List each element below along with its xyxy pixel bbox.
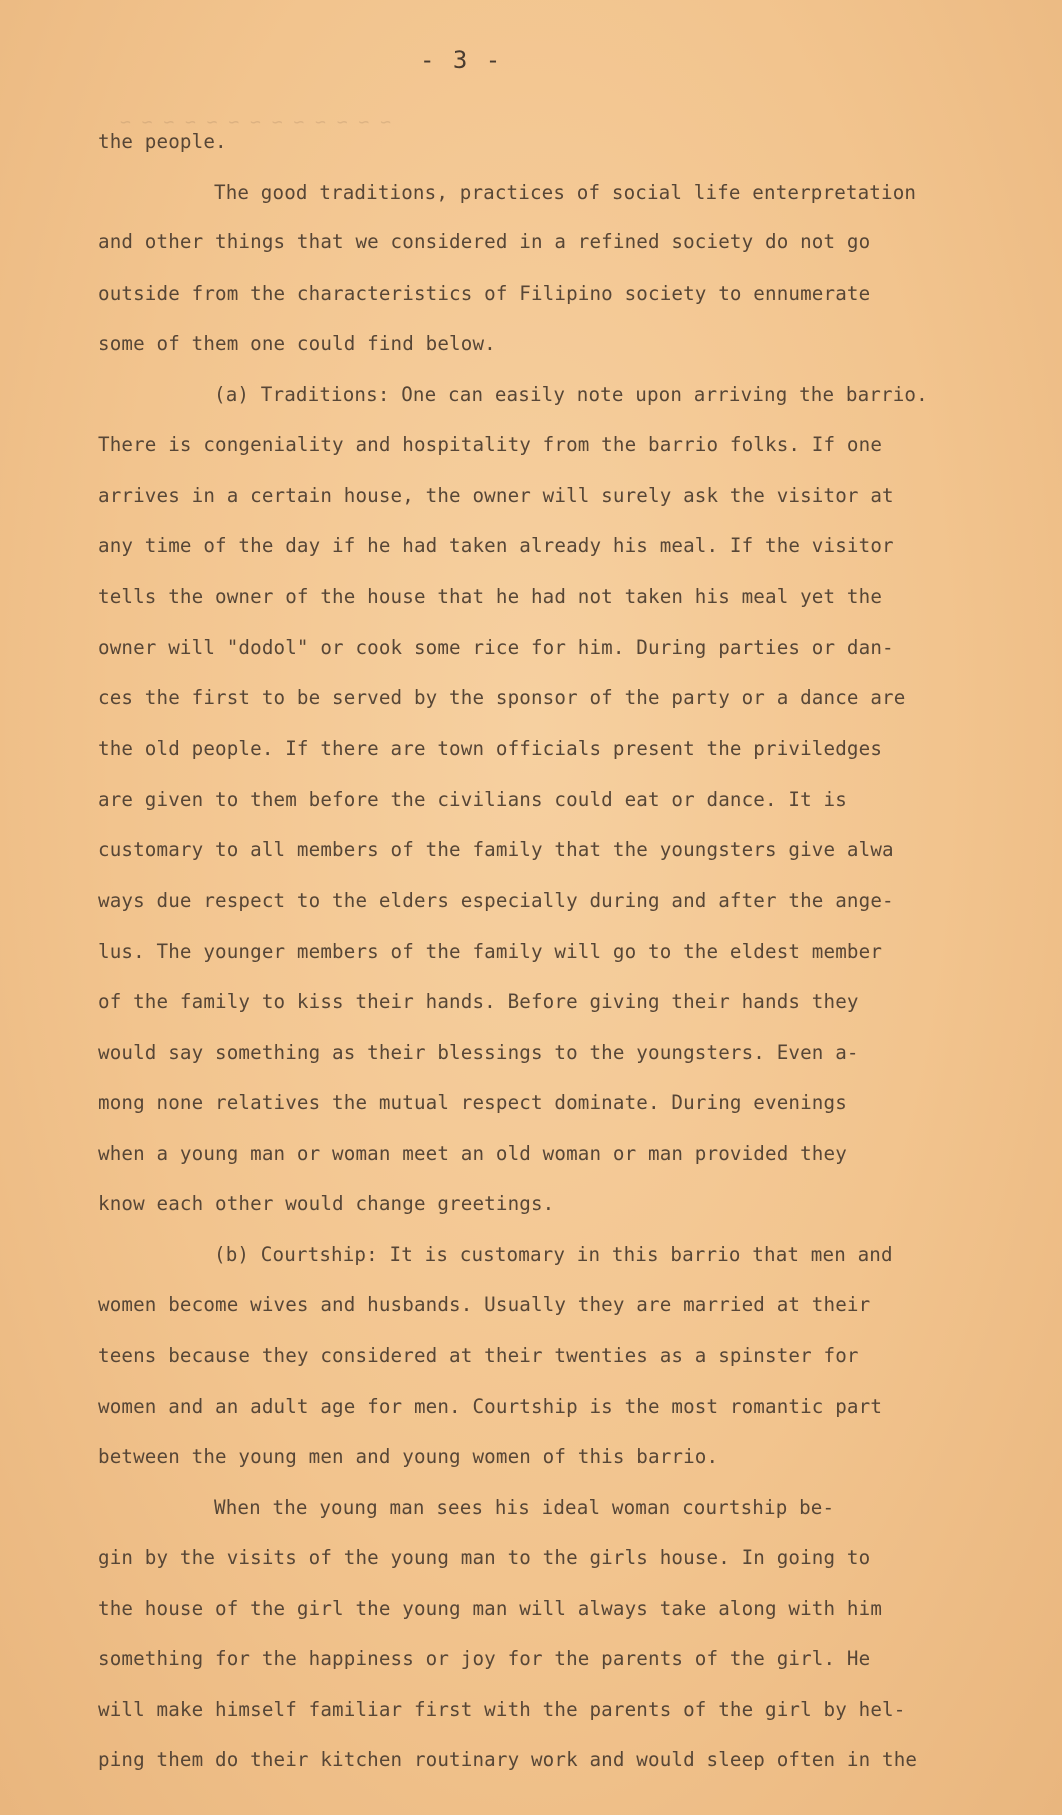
text-line: the people. <box>98 130 227 153</box>
text-line: lus. The younger members of the family will go to the eldest member <box>98 940 883 963</box>
text-line: ping them do their kitchen routinary work and would sleep often in the <box>98 1748 918 1771</box>
text-line: ces the first to be served by the sponsor of the party or a dance are <box>98 686 906 709</box>
text-line: There is congeniality and hospitality from the barrio folks. If one <box>98 433 883 456</box>
text-line: between the young men and young women of this barrio. <box>98 1445 719 1468</box>
text-line: some of them one could find below. <box>98 332 496 355</box>
text-line: ways due respect to the elders especially during and after the ange- <box>98 889 894 912</box>
text-line: the old people. If there are town officials present the priviledges <box>98 737 883 760</box>
text-line: (b) Courtship: It is customary in this barrio that men and <box>214 1243 893 1266</box>
page-number: - 3 - <box>420 46 503 74</box>
text-line: customary to all members of the family that the youngsters give alwa <box>98 838 894 861</box>
text-line: When the young man sees his ideal woman courtship be- <box>214 1496 835 1519</box>
text-line: gin by the visits of the young man to the girls house. In going to <box>98 1546 871 1569</box>
text-line: women and an adult age for men. Courtship is the most romantic part <box>98 1395 883 1418</box>
text-line: and other things that we considered in a refined society do not go <box>98 230 871 253</box>
text-line: of the family to kiss their hands. Before giving their hands they <box>98 990 859 1013</box>
text-line: are given to them before the civilians could eat or dance. It is <box>98 788 847 811</box>
text-line: will make himself familiar first with the parents of the girl by hel- <box>98 1698 906 1721</box>
bleed-through-decoration: ~ ~ ~ ~ ~ ~ ~ ~ ~ ~ ~ ~ ~ <box>120 112 391 133</box>
text-line: when a young man or woman meet an old woman or man provided they <box>98 1142 847 1165</box>
text-line: mong none relatives the mutual respect dominate. During evenings <box>98 1091 847 1114</box>
text-line: (a) Traditions: One can easily note upon arriving the barrio. <box>214 383 928 406</box>
text-line: tells the owner of the house that he had not taken his meal yet the <box>98 585 883 608</box>
text-line: arrives in a certain house, the owner will surely ask the visitor at <box>98 484 894 507</box>
text-line: outside from the characteristics of Filipino society to ennumerate <box>98 282 871 305</box>
text-line: teens because they considered at their twenties as a spinster for <box>98 1344 859 1367</box>
text-line: something for the happiness or joy for the parents of the girl. He <box>98 1647 871 1670</box>
text-line: know each other would change greetings. <box>98 1192 555 1215</box>
text-line: The good traditions, practices of social life enterpretation <box>214 181 917 204</box>
text-line: any time of the day if he had taken already his meal. If the visitor <box>98 534 894 557</box>
text-line: women become wives and husbands. Usually they are married at their <box>98 1293 871 1316</box>
text-line: the house of the girl the young man will always take along with him <box>98 1597 883 1620</box>
text-line: owner will "dodol" or cook some rice for him. During parties or dan- <box>98 636 894 659</box>
text-line: would say something as their blessings to the youngsters. Even a- <box>98 1041 859 1064</box>
